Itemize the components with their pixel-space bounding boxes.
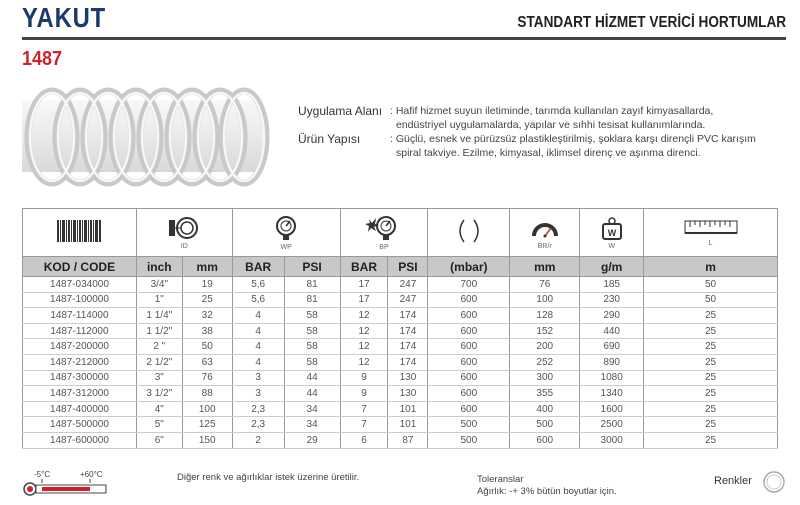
table-cell: 9 (340, 386, 388, 402)
table-row (23, 292, 778, 308)
table-cell: 440 (580, 323, 644, 339)
table-cell: 58 (284, 323, 340, 339)
col-length: m (644, 257, 778, 277)
table-cell: 247 (388, 277, 428, 293)
table-cell: 200 (510, 339, 580, 355)
table-cell: 400 (510, 401, 580, 417)
table-cell: 1487-114000 (23, 308, 137, 324)
working-pressure-icon: WP (232, 209, 340, 257)
table-cell: 150 (182, 432, 232, 448)
col-mm: mm (182, 257, 232, 277)
table-cell: 1340 (580, 386, 644, 402)
table-cell: 2 1/2" (136, 354, 182, 370)
structure-label: Ürün Yapısı (298, 132, 361, 146)
table-cell: 34 (284, 401, 340, 417)
table-cell: 87 (388, 432, 428, 448)
table-cell: 58 (284, 339, 340, 355)
table-cell: 44 (284, 370, 340, 386)
table-cell: 300 (510, 370, 580, 386)
table-cell: 1 1/2" (136, 323, 182, 339)
table-cell: 5" (136, 417, 182, 433)
table-cell: 6 (340, 432, 388, 448)
table-cell: 4 (232, 308, 284, 324)
table-cell: 50 (644, 277, 778, 293)
application-label: Uygulama Alanı (298, 104, 383, 118)
table-cell: 174 (388, 308, 428, 324)
product-info (298, 104, 790, 160)
table-row (23, 401, 778, 417)
table-cell: 247 (388, 292, 428, 308)
table-cell: 600 (428, 370, 510, 386)
table-cell: 38 (182, 323, 232, 339)
col-bp-bar: BAR (340, 257, 388, 277)
table-cell: 500 (428, 417, 510, 433)
table-cell: 152 (510, 323, 580, 339)
table-cell: 1487-600000 (23, 432, 137, 448)
table-cell: 25 (644, 339, 778, 355)
table-cell: 25 (644, 401, 778, 417)
col-bp-psi: PSI (388, 257, 428, 277)
table-cell: 2500 (580, 417, 644, 433)
table-row (23, 308, 778, 324)
table-cell: 101 (388, 417, 428, 433)
table-cell: 25 (644, 417, 778, 433)
table-cell: 81 (284, 292, 340, 308)
table-cell: 1487-400000 (23, 401, 137, 417)
table-cell: 600 (428, 386, 510, 402)
table-cell: 1487-312000 (23, 386, 137, 402)
table-cell: 25 (644, 370, 778, 386)
table-cell: 50 (182, 339, 232, 355)
table-cell: 130 (388, 386, 428, 402)
table-cell: 1487-212000 (23, 354, 137, 370)
table-cell: 2 (232, 432, 284, 448)
table-cell: 600 (428, 354, 510, 370)
table-cell: 88 (182, 386, 232, 402)
table-cell: 600 (428, 323, 510, 339)
table-cell: 9 (340, 370, 388, 386)
table-cell: 50 (644, 292, 778, 308)
table-row (23, 323, 778, 339)
table-cell: 174 (388, 339, 428, 355)
product-code: 1487 (22, 48, 63, 70)
table-cell: 76 (510, 277, 580, 293)
application-text-1: : Hafif hizmet suyun iletiminde, tarımda kullanılan zayıf kimyasallarda, (390, 105, 714, 117)
table-row (23, 277, 778, 293)
table-cell: 1600 (580, 401, 644, 417)
table-cell: 25 (644, 354, 778, 370)
table-cell: 25 (644, 432, 778, 448)
spec-table (22, 208, 778, 449)
inner-diameter-icon: ID (136, 209, 232, 257)
table-row (23, 354, 778, 370)
table-cell: 12 (340, 308, 388, 324)
application-text-2: endüstriyel uygulamalarda, yapılar ve sıhhi tesisat kullanımlarında. (396, 119, 706, 131)
custom-order-note: Diğer renk ve ağırlıklar istek üzerine üretilir. (177, 472, 360, 483)
table-cell: 12 (340, 323, 388, 339)
tolerance-text: Ağırlık: -+ 3% bütün boyutlar için. (477, 486, 617, 497)
table-cell: 63 (182, 354, 232, 370)
table-cell: 500 (510, 417, 580, 433)
table-cell: 76 (182, 370, 232, 386)
col-inch: inch (136, 257, 182, 277)
table-cell: 690 (580, 339, 644, 355)
table-cell: 25 (644, 323, 778, 339)
table-cell: 7 (340, 401, 388, 417)
table-cell: 600 (510, 432, 580, 448)
table-cell: 3000 (580, 432, 644, 448)
table-cell: 3 (232, 370, 284, 386)
table-cell: 100 (182, 401, 232, 417)
color-swatch-icon (762, 470, 786, 494)
weight-icon: W W (580, 209, 644, 257)
table-cell: 4 (232, 323, 284, 339)
table-cell: 600 (428, 308, 510, 324)
table-cell: 4 (232, 354, 284, 370)
table-cell: 1" (136, 292, 182, 308)
table-cell: 1080 (580, 370, 644, 386)
table-cell: 81 (284, 277, 340, 293)
structure-text-2: spiral takviye. Ezilme, kimyasal, iklimsel direnç ve aşınma direnci. (396, 147, 701, 159)
table-cell: 6" (136, 432, 182, 448)
barcode-icon (23, 209, 137, 257)
header-divider (22, 37, 786, 40)
table-cell: 230 (580, 292, 644, 308)
table-cell: 3/4" (136, 277, 182, 293)
table-cell: 101 (388, 401, 428, 417)
table-cell: 600 (428, 292, 510, 308)
temp-min: -5°C (34, 470, 51, 479)
table-cell: 128 (510, 308, 580, 324)
brand-logo: YAKUT (22, 2, 107, 33)
table-cell: 2,3 (232, 401, 284, 417)
table-row (23, 370, 778, 386)
table-cell: 34 (284, 417, 340, 433)
table-cell: 1 1/4" (136, 308, 182, 324)
table-cell: 2 " (136, 339, 182, 355)
col-code: KOD / CODE (23, 257, 137, 277)
table-cell: 252 (510, 354, 580, 370)
table-cell: 17 (340, 277, 388, 293)
table-cell: 5,6 (232, 277, 284, 293)
col-wp-psi: PSI (284, 257, 340, 277)
table-cell: 44 (284, 386, 340, 402)
table-cell: 125 (182, 417, 232, 433)
table-cell: 4 (232, 339, 284, 355)
table-row (23, 432, 778, 448)
table-cell: 1487-500000 (23, 417, 137, 433)
page-title: STANDART HİZMET VERİCİ HORTUMLAR (517, 14, 786, 31)
table-cell: 130 (388, 370, 428, 386)
table-cell: 3 1/2" (136, 386, 182, 402)
table-cell: 1487-200000 (23, 339, 137, 355)
col-weight: g/m (580, 257, 644, 277)
table-cell: 25 (182, 292, 232, 308)
tolerances (477, 474, 617, 498)
table-row (23, 339, 778, 355)
table-cell: 58 (284, 308, 340, 324)
structure-text-1: : Güçlü, esnek ve pürüzsüz plastikleştirilmiş, şoklara karşı dirençli PVC karışım (390, 133, 756, 145)
table-cell: 2,3 (232, 417, 284, 433)
length-icon: L (644, 209, 778, 257)
table-cell: 25 (644, 308, 778, 324)
table-cell: 890 (580, 354, 644, 370)
col-wp-bar: BAR (232, 257, 284, 277)
burst-pressure-icon: BP (340, 209, 428, 257)
bend-radius-icon: BR/r (510, 209, 580, 257)
thermometer-icon (22, 470, 122, 500)
table-cell: 25 (644, 386, 778, 402)
table-row (23, 417, 778, 433)
table-cell: 174 (388, 354, 428, 370)
temp-max: +60°C (80, 470, 103, 479)
table-cell: 1487-034000 (23, 277, 137, 293)
table-cell: 500 (428, 432, 510, 448)
table-cell: 5,6 (232, 292, 284, 308)
table-cell: 600 (428, 401, 510, 417)
table-cell: 1487-300000 (23, 370, 137, 386)
table-cell: 290 (580, 308, 644, 324)
table-cell: 7 (340, 417, 388, 433)
table-cell: 12 (340, 354, 388, 370)
table-cell: 12 (340, 339, 388, 355)
table-cell: 19 (182, 277, 232, 293)
colors-label: Renkler (714, 475, 752, 487)
table-cell: 1487-100000 (23, 292, 137, 308)
table-cell: 3 (232, 386, 284, 402)
table-cell: 3" (136, 370, 182, 386)
table-cell: 32 (182, 308, 232, 324)
table-cell: 185 (580, 277, 644, 293)
table-cell: 58 (284, 354, 340, 370)
table-cell: 700 (428, 277, 510, 293)
table-cell: 29 (284, 432, 340, 448)
table-cell: 4" (136, 401, 182, 417)
svg-text:W: W (607, 227, 616, 238)
table-cell: 355 (510, 386, 580, 402)
vacuum-icon (428, 209, 510, 257)
table-cell: 600 (428, 339, 510, 355)
table-row (23, 386, 778, 402)
hose-image (22, 80, 272, 195)
table-cell: 17 (340, 292, 388, 308)
col-vacuum: (mbar) (428, 257, 510, 277)
tolerance-title: Toleranslar (477, 474, 524, 485)
col-bend-mm: mm (510, 257, 580, 277)
table-cell: 174 (388, 323, 428, 339)
table-cell: 100 (510, 292, 580, 308)
table-cell: 1487-112000 (23, 323, 137, 339)
